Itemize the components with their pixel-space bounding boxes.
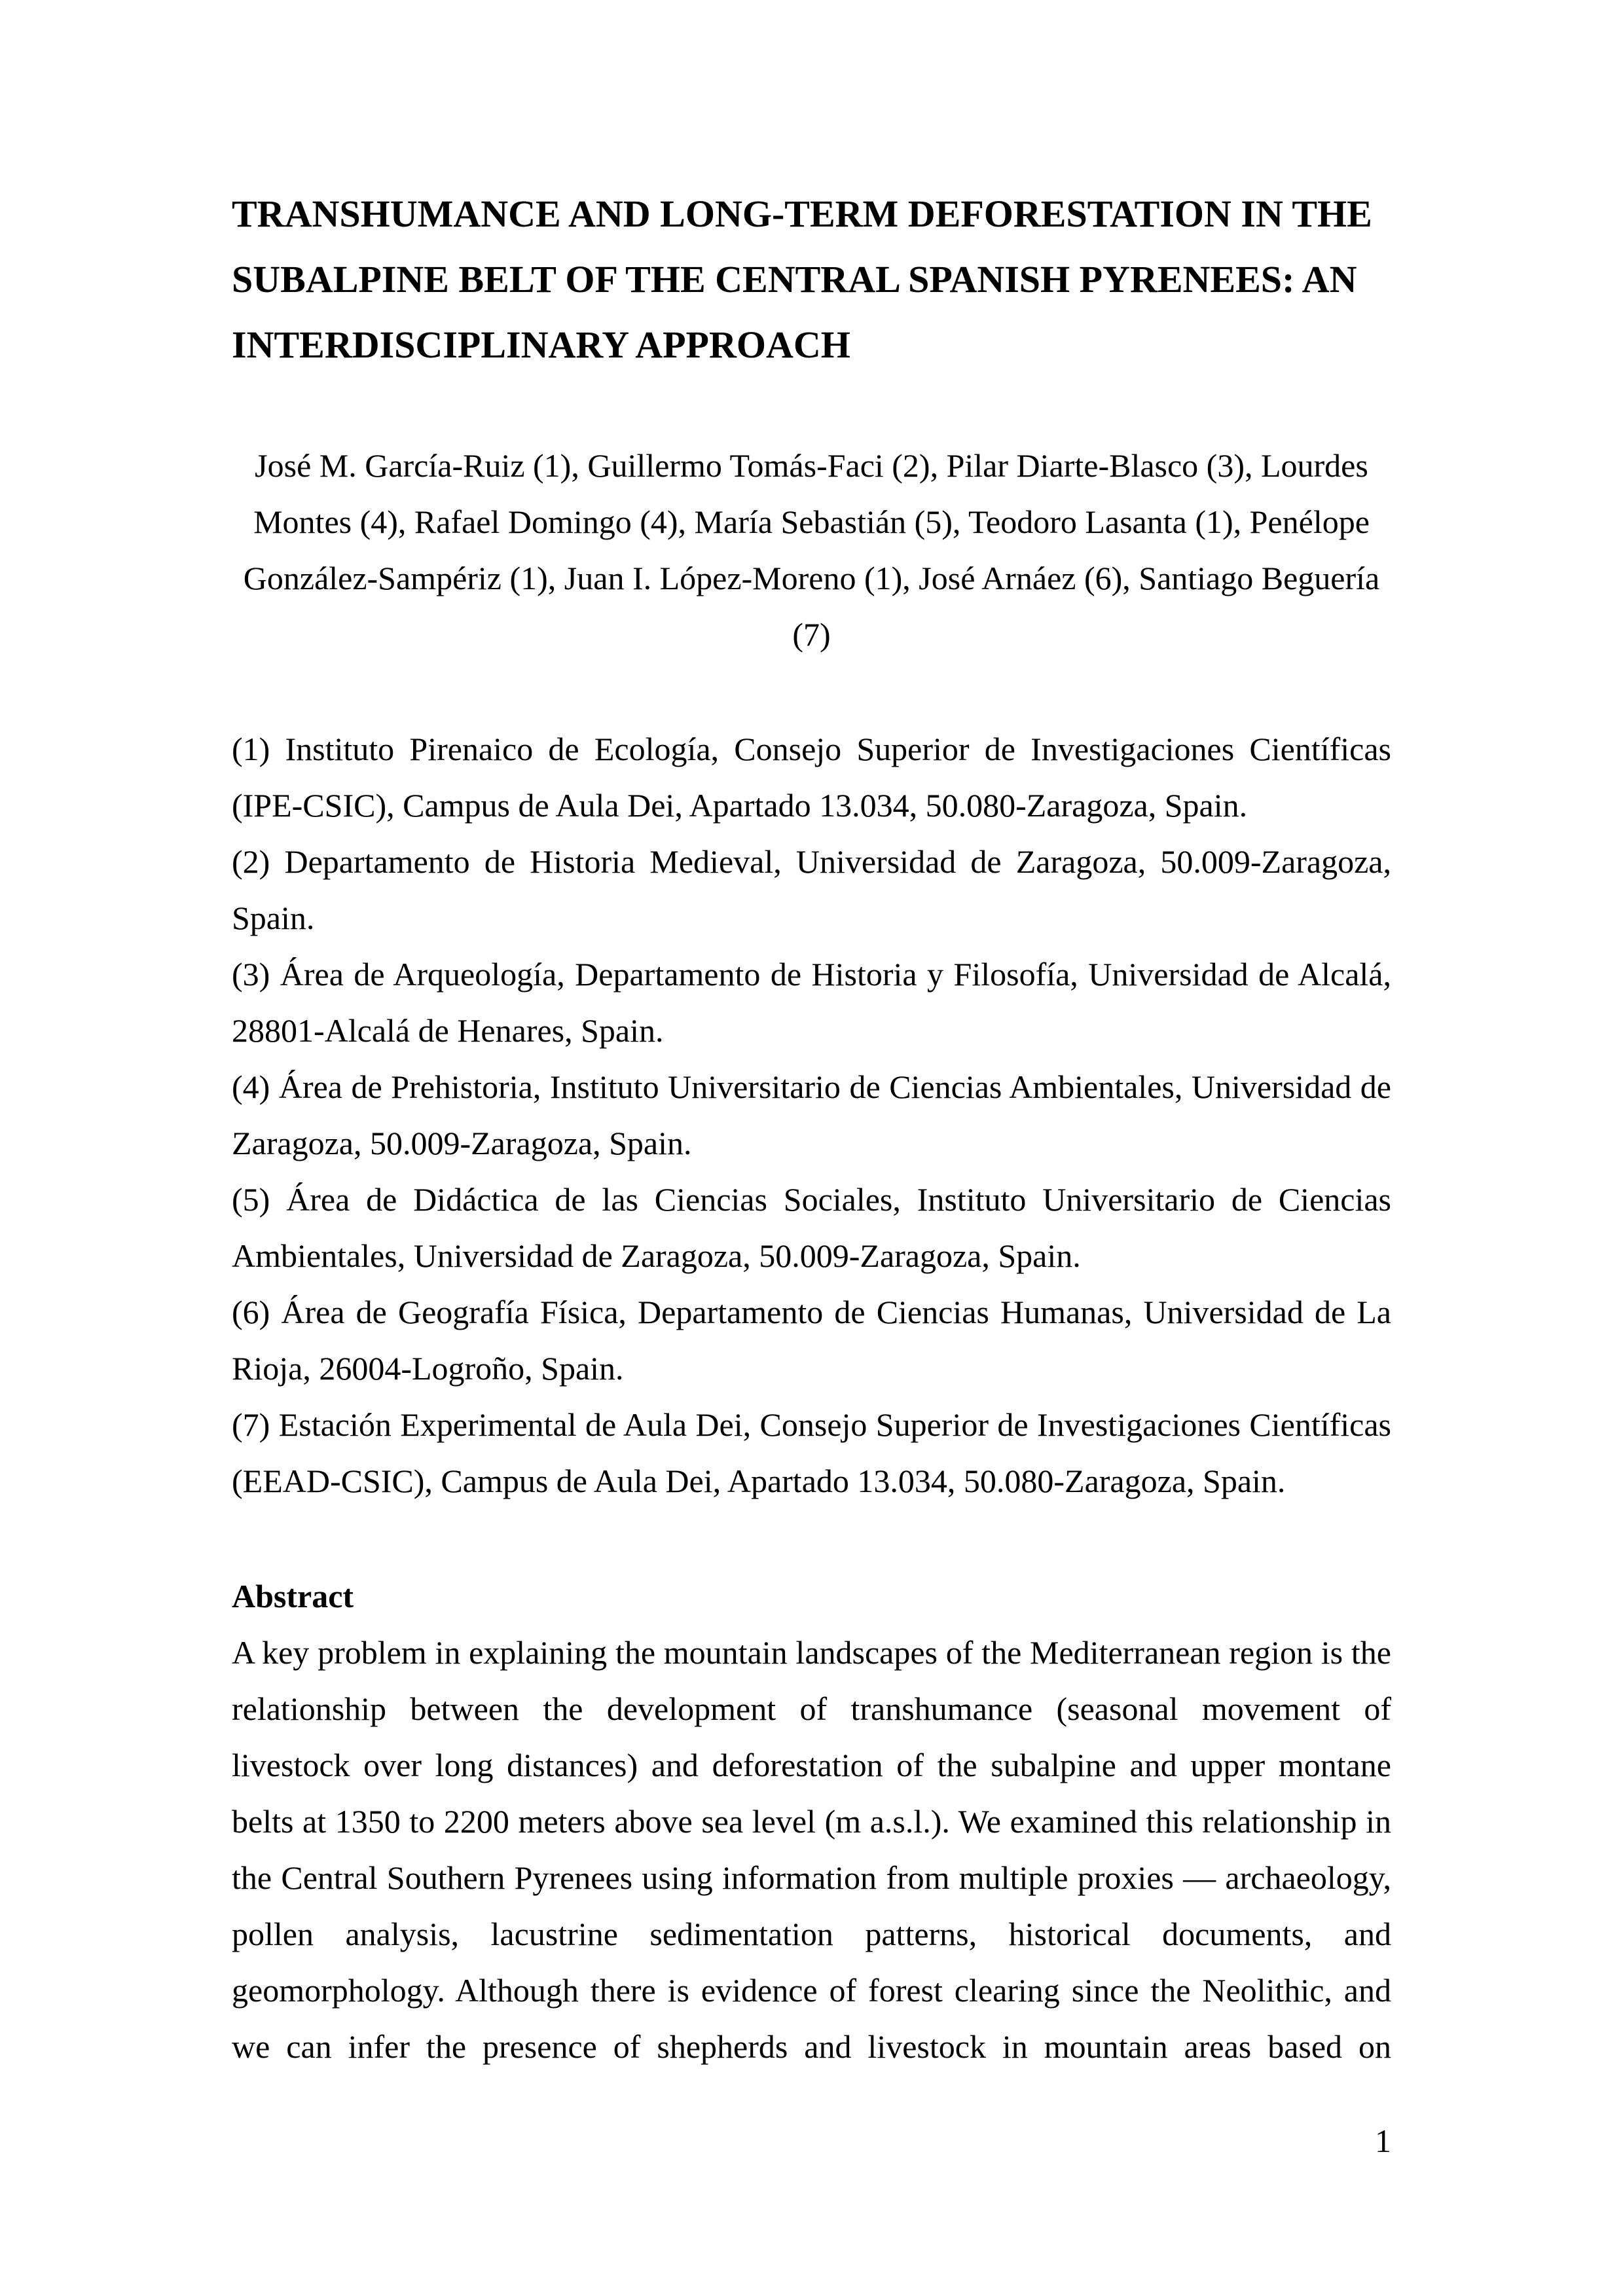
affiliation-line-9: (5) Área de Didáctica de las Ciencias Sociales, Instituto Universitario de Ciencias [232, 1181, 1391, 1218]
affiliation-line-7: (4) Área de Prehistoria, Instituto Universitario de Ciencias Ambientales, Universidad de [232, 1068, 1391, 1105]
paper-title [232, 181, 1391, 378]
affiliation-line-1: (1) Instituto Pirenaico de Ecología, Consejo Superior de Investigaciones Científicas [232, 731, 1391, 767]
abstract-line-4: belts at 1350 to 2200 meters above sea level (m a.s.l.). We examined this relationship in [232, 1803, 1391, 1840]
affiliation-line-6: 28801-Alcalá de Henares, Spain. [232, 1012, 664, 1049]
affiliation-line-13: (7) Estación Experimental de Aula Dei, Consejo Superior de Investigaciones Científicas [232, 1406, 1391, 1443]
abstract-line-1: A key problem in explaining the mountain landscapes of the Mediterranean region is the [232, 1634, 1391, 1671]
author-line-2: Montes (4), Rafael Domingo (4), María Sebastián (5), Teodoro Lasanta (1), Penélope [253, 503, 1370, 540]
page-number: 1 [1375, 2123, 1391, 2159]
title-line-3: INTERDISCIPLINARY APPROACH [232, 323, 850, 366]
affiliation-line-11: (6) Área de Geografía Física, Departamento de Ciencias Humanas, Universidad de La [232, 1294, 1391, 1330]
abstract-line-2: relationship between the development of transhumance (seasonal movement of [232, 1690, 1391, 1727]
title-line-2: SUBALPINE BELT OF THE CENTRAL SPANISH PYRENEES: AN [232, 258, 1357, 301]
affiliation-line-5: (3) Área de Arqueología, Departamento de Historia y Filosofía, Universidad de Alcalá, [232, 956, 1391, 993]
affiliation-line-12: Rioja, 26004-Logroño, Spain. [232, 1350, 624, 1387]
author-line-4: (7) [792, 616, 831, 653]
title-line-1: TRANSHUMANCE AND LONG-TERM DEFORESTATION IN THE [232, 192, 1372, 235]
authors [232, 437, 1391, 663]
author-line-1: José M. García-Ruiz (1), Guillermo Tomás-Faci (2), Pilar Diarte-Blasco (3), Lourdes [255, 447, 1368, 484]
affiliations [232, 721, 1391, 1509]
affiliation-line-3: (2) Departamento de Historia Medieval, Universidad de Zaragoza, 50.009-Zaragoza, [232, 843, 1391, 880]
abstract-heading: Abstract [232, 1578, 354, 1614]
abstract-line-5: the Central Southern Pyrenees using information from multiple proxies — archaeology, [232, 1859, 1391, 1896]
abstract-paragraph [232, 1624, 1391, 2075]
affiliation-line-4: Spain. [232, 900, 315, 936]
abstract-line-3: livestock over long distances) and deforestation of the subalpine and upper montane [232, 1747, 1391, 1783]
abstract-line-6: pollen analysis, lacustrine sedimentation patterns, historical documents, and [232, 1916, 1391, 1952]
affiliation-line-10: Ambientales, Universidad de Zaragoza, 50.009-Zaragoza, Spain. [232, 1237, 1081, 1274]
abstract-line-8: we can infer the presence of shepherds and livestock in mountain areas based on [232, 2028, 1391, 2065]
affiliation-line-8: Zaragoza, 50.009-Zaragoza, Spain. [232, 1125, 692, 1161]
affiliation-line-14: (EEAD-CSIC), Campus de Aula Dei, Apartado 13.034, 50.080-Zaragoza, Spain. [232, 1463, 1286, 1499]
abstract-line-7: geomorphology. Although there is evidence of forest clearing since the Neolithic, and [232, 1972, 1391, 2009]
affiliation-line-2: (IPE-CSIC), Campus de Aula Dei, Apartado 13.034, 50.080-Zaragoza, Spain. [232, 787, 1248, 824]
author-line-3: González-Sampériz (1), Juan I. López-Moreno (1), José Arnáez (6), Santiago Beguería [243, 560, 1380, 596]
